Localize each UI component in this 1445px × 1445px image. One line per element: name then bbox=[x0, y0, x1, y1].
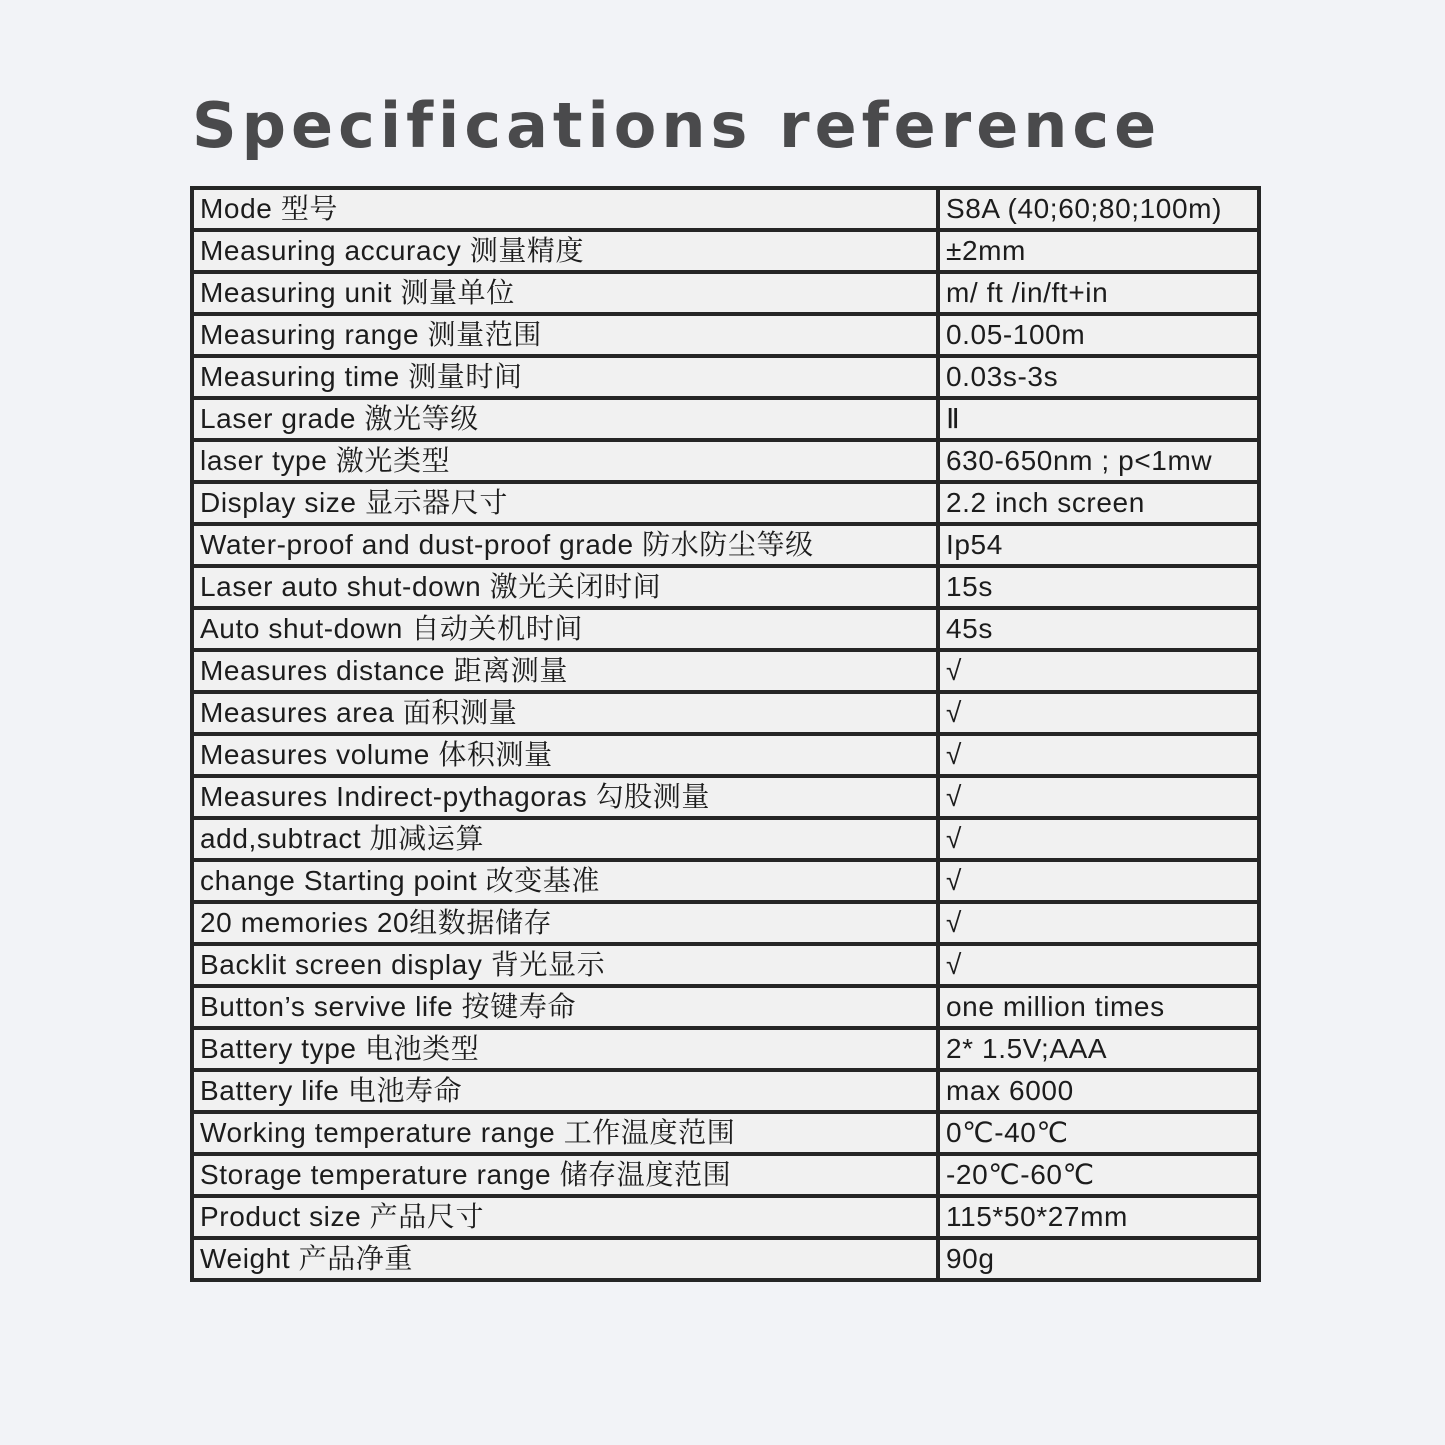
spec-label: Battery life 电池寿命 bbox=[192, 1070, 938, 1112]
spec-row bbox=[192, 356, 1259, 398]
spec-row bbox=[192, 440, 1259, 482]
spec-row bbox=[192, 944, 1259, 986]
spec-value: √ bbox=[938, 776, 1259, 818]
spec-label: Button’s servive life 按键寿命 bbox=[192, 986, 938, 1028]
spec-row bbox=[192, 860, 1259, 902]
spec-row bbox=[192, 1112, 1259, 1154]
spec-label: Measures distance 距离测量 bbox=[192, 650, 938, 692]
spec-row bbox=[192, 398, 1259, 440]
spec-row bbox=[192, 272, 1259, 314]
spec-row bbox=[192, 1070, 1259, 1112]
spec-value: √ bbox=[938, 650, 1259, 692]
spec-value: one million times bbox=[938, 986, 1259, 1028]
spec-label: Auto shut-down 自动关机时间 bbox=[192, 608, 938, 650]
spec-label: Measures Indirect-pythagoras 勾股测量 bbox=[192, 776, 938, 818]
spec-row bbox=[192, 188, 1259, 230]
spec-row bbox=[192, 608, 1259, 650]
spec-value: 0.05-100m bbox=[938, 314, 1259, 356]
spec-row bbox=[192, 650, 1259, 692]
spec-label: change Starting point 改变基准 bbox=[192, 860, 938, 902]
spec-row bbox=[192, 524, 1259, 566]
spec-value: √ bbox=[938, 734, 1259, 776]
page-title: Specifications reference bbox=[192, 89, 1162, 162]
spec-value: max 6000 bbox=[938, 1070, 1259, 1112]
spec-label: Measures volume 体积测量 bbox=[192, 734, 938, 776]
spec-row bbox=[192, 734, 1259, 776]
spec-label: Weight 产品净重 bbox=[192, 1238, 938, 1280]
spec-value: 15s bbox=[938, 566, 1259, 608]
spec-label: Laser grade 激光等级 bbox=[192, 398, 938, 440]
spec-row bbox=[192, 902, 1259, 944]
spec-label: Product size 产品尺寸 bbox=[192, 1196, 938, 1238]
spec-label: add,subtract 加减运算 bbox=[192, 818, 938, 860]
spec-row bbox=[192, 1154, 1259, 1196]
specifications-table bbox=[190, 186, 1261, 1282]
spec-label: Mode 型号 bbox=[192, 188, 938, 230]
spec-label: Backlit screen display 背光显示 bbox=[192, 944, 938, 986]
spec-value: 2* 1.5V;AAA bbox=[938, 1028, 1259, 1070]
spec-value: √ bbox=[938, 902, 1259, 944]
spec-value: 0℃-40℃ bbox=[938, 1112, 1259, 1154]
spec-value: ±2mm bbox=[938, 230, 1259, 272]
spec-value: √ bbox=[938, 944, 1259, 986]
spec-row bbox=[192, 986, 1259, 1028]
spec-row bbox=[192, 1196, 1259, 1238]
spec-label: Battery type 电池类型 bbox=[192, 1028, 938, 1070]
spec-label: Measuring unit 测量单位 bbox=[192, 272, 938, 314]
spec-row bbox=[192, 566, 1259, 608]
spec-row bbox=[192, 818, 1259, 860]
spec-value: √ bbox=[938, 818, 1259, 860]
spec-value: 2.2 inch screen bbox=[938, 482, 1259, 524]
spec-row bbox=[192, 482, 1259, 524]
spec-value: √ bbox=[938, 860, 1259, 902]
spec-value: S8A (40;60;80;100m) bbox=[938, 188, 1259, 230]
spec-label: Measuring time 测量时间 bbox=[192, 356, 938, 398]
spec-value: 45s bbox=[938, 608, 1259, 650]
spec-value: 630-650nm ; p<1mw bbox=[938, 440, 1259, 482]
spec-value: 90g bbox=[938, 1238, 1259, 1280]
spec-row bbox=[192, 1028, 1259, 1070]
spec-label: Display size 显示器尺寸 bbox=[192, 482, 938, 524]
spec-row bbox=[192, 776, 1259, 818]
spec-row bbox=[192, 692, 1259, 734]
spec-label: Working temperature range 工作温度范围 bbox=[192, 1112, 938, 1154]
spec-value: √ bbox=[938, 692, 1259, 734]
specifications-table-body bbox=[192, 188, 1259, 1280]
spec-row bbox=[192, 230, 1259, 272]
spec-row bbox=[192, 314, 1259, 356]
spec-label: Water-proof and dust-proof grade 防水防尘等级 bbox=[192, 524, 938, 566]
spec-label: 20 memories 20组数据储存 bbox=[192, 902, 938, 944]
spec-label: Measures area 面积测量 bbox=[192, 692, 938, 734]
spec-label: Measuring range 测量范围 bbox=[192, 314, 938, 356]
spec-label: Laser auto shut-down 激光关闭时间 bbox=[192, 566, 938, 608]
spec-row bbox=[192, 1238, 1259, 1280]
spec-label: Storage temperature range 储存温度范围 bbox=[192, 1154, 938, 1196]
spec-value: 0.03s-3s bbox=[938, 356, 1259, 398]
spec-label: laser type 激光类型 bbox=[192, 440, 938, 482]
spec-label: Measuring accuracy 测量精度 bbox=[192, 230, 938, 272]
spec-value: m/ ft /in/ft+in bbox=[938, 272, 1259, 314]
spec-value: -20℃-60℃ bbox=[938, 1154, 1259, 1196]
spec-value: 115*50*27mm bbox=[938, 1196, 1259, 1238]
spec-value: Ip54 bbox=[938, 524, 1259, 566]
spec-value: Ⅱ bbox=[938, 398, 1259, 440]
